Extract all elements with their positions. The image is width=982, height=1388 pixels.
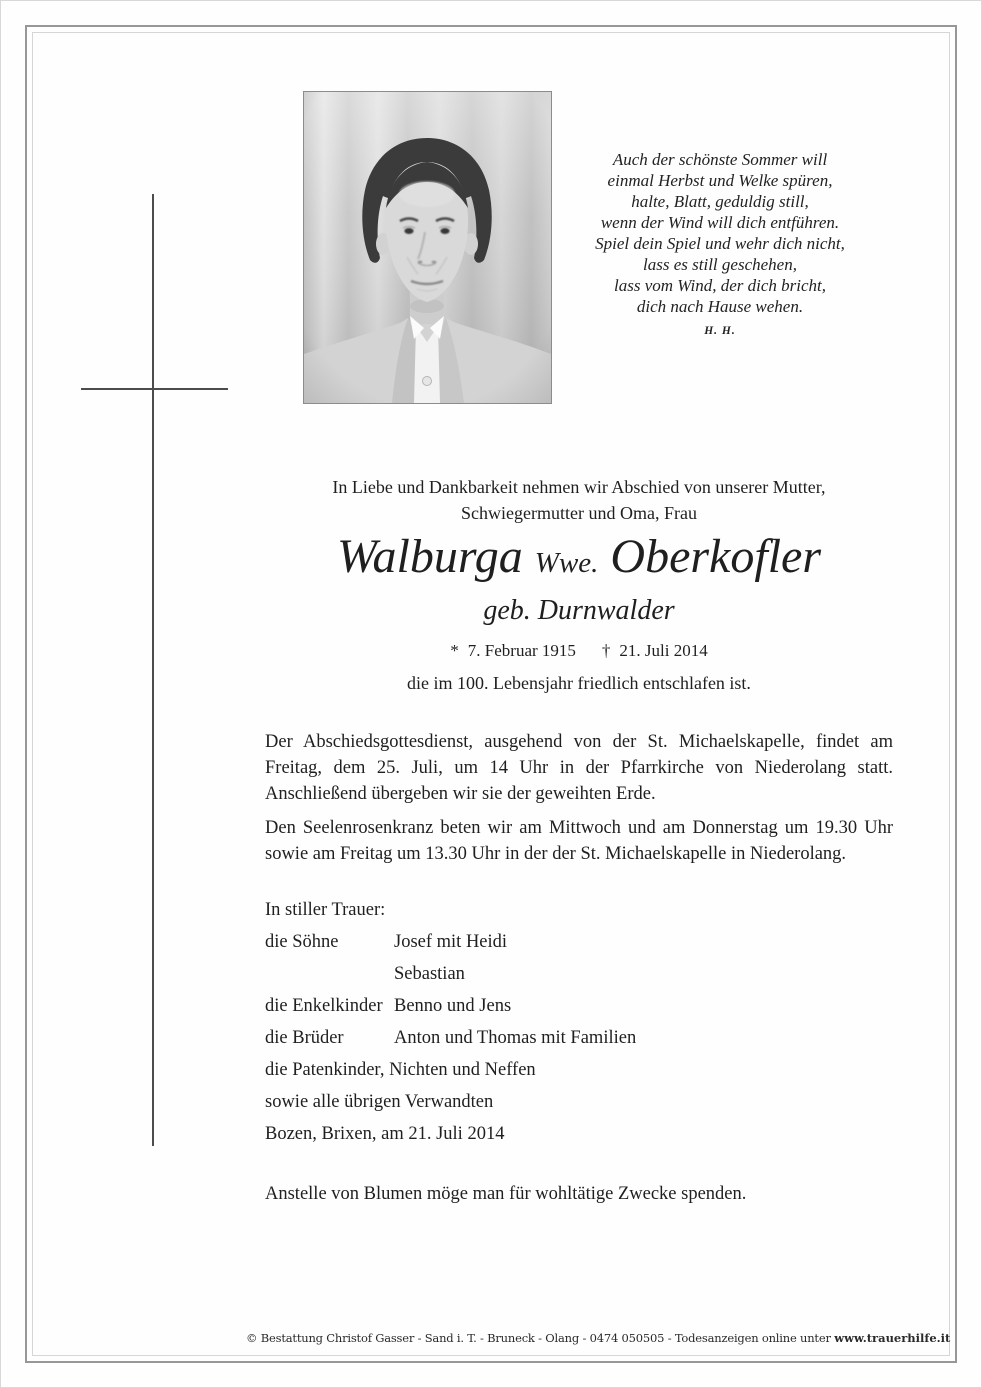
rosary-paragraph: Den Seelenrosenkranz beten wir am Mittwoch und am Donnerstag um 19.30 Uhr sowie am Freitag um 13.30 Uhr in der der St. Michaelskapelle in Niederolang.	[265, 818, 893, 864]
mourner-names: Sebastian	[394, 964, 465, 984]
poem-line: Auch der schönste Sommer will	[612, 150, 828, 169]
memorial-cross-vertical-line	[152, 194, 154, 1146]
deceased-last-name: Oberkofler	[610, 530, 822, 583]
life-dates	[265, 640, 893, 662]
poem-line: lass vom Wind, der dich bricht,	[613, 276, 826, 295]
footer-text: © Bestattung Christof Gasser - Sand i. T. - Bruneck - Olang - 0474 050505 - Todesanzeigen online unter	[246, 1331, 835, 1345]
poem-line: einmal Herbst und Welke spüren,	[607, 171, 833, 190]
mourning-header: In stiller Trauer:	[265, 900, 386, 920]
death-date: 21. Juli 2014	[619, 641, 708, 660]
mourner-row	[265, 1022, 893, 1054]
mourner-row	[265, 926, 893, 958]
mourner-label: die Enkelkinder	[265, 996, 383, 1016]
mourner-names: Benno und Jens	[394, 996, 512, 1016]
portrait-illustration	[304, 92, 551, 403]
mourner-names: Anton und Thomas mit Familien	[394, 1028, 637, 1048]
portrait-photo	[303, 91, 552, 404]
deceased-first-name: Walburga	[336, 530, 523, 583]
poem-line: dich nach Hause wehen.	[636, 297, 804, 316]
announcement-intro	[265, 474, 893, 526]
footer-website-link[interactable]: www.trauerhilfe.it	[834, 1331, 951, 1345]
place-and-date: Bozen, Brixen, am 21. Juli 2014	[265, 1124, 505, 1144]
mourner-label: die Patenkinder, Nichten und Neffen	[265, 1060, 536, 1080]
mourner-row	[265, 990, 893, 1022]
mourning-section	[265, 894, 893, 1150]
birth-symbol: *	[450, 641, 459, 660]
memorial-cross-horizontal-line	[81, 388, 228, 390]
mourner-names	[493, 1086, 893, 1118]
birth-date: 7. Februar 1915	[467, 641, 576, 660]
mourner-label: die Brüder	[265, 1028, 344, 1048]
deceased-name	[265, 528, 893, 592]
poem-line: wenn der Wind will dich entführen.	[600, 213, 840, 232]
mourner-names: Josef mit Heidi	[394, 932, 508, 952]
mourner-label: die Söhne	[265, 932, 339, 952]
donation-note: Anstelle von Blumen möge man für wohltätige Zwecke spenden.	[265, 1184, 747, 1204]
mourner-row	[265, 1054, 893, 1086]
mourner-row	[265, 958, 893, 990]
poem-line: lass es still geschehen,	[643, 255, 797, 274]
announcement-intro-line2: Schwiegermutter und Oma, Frau	[461, 503, 697, 523]
poem-line: Spiel dein Spiel und wehr dich nicht,	[595, 234, 845, 253]
mourner-label	[265, 958, 394, 990]
mourner-names	[536, 1054, 893, 1086]
mourner-label: sowie alle übrigen Verwandten	[265, 1092, 494, 1112]
mourner-row	[265, 1086, 893, 1118]
death-cross-symbol: †	[601, 641, 611, 660]
poem	[565, 149, 875, 342]
widow-abbreviation: Wwe.	[534, 547, 599, 579]
announcement-intro-line1: In Liebe und Dankbarkeit nehmen wir Abschied von unserer Mutter,	[332, 477, 826, 497]
funeral-service-paragraph: Der Abschiedsgottesdienst, ausgehend von der St. Michaelskapelle, findet am Freitag, dem 25. Juli, um 14 Uhr in der Pfarrkirche von Niederolang statt. Anschließend übergeben wir sie der geweihten Erde.	[265, 732, 893, 804]
poem-attribution: H. H.	[704, 325, 736, 337]
footer	[246, 1330, 951, 1346]
death-statement: die im 100. Lebensjahr friedlich entschlafen ist.	[407, 673, 751, 693]
maiden-name: geb. Durnwalder	[483, 595, 675, 626]
poem-line: halte, Blatt, geduldig still,	[631, 192, 809, 211]
